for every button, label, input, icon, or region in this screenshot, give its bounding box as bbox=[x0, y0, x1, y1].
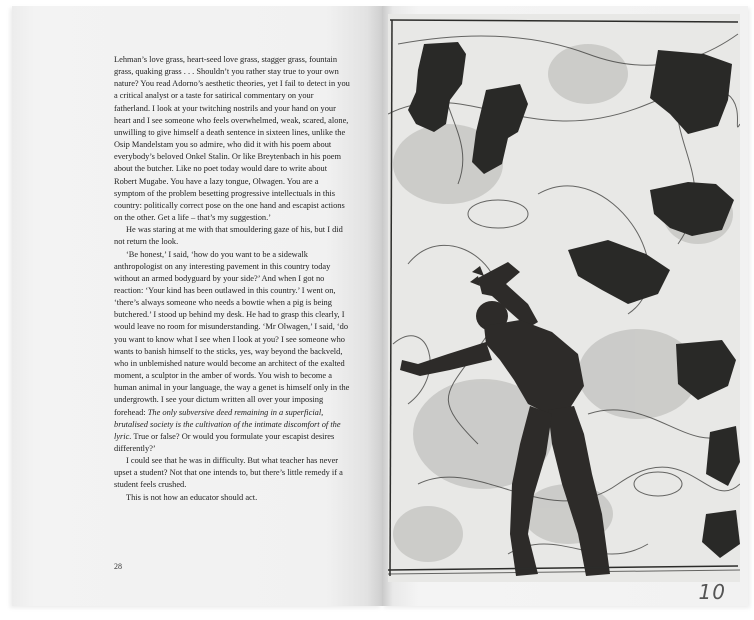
paragraph-3-tail: True or false? Or would you formulate your escapist desires differently?’ bbox=[114, 431, 335, 453]
left-page bbox=[12, 6, 382, 606]
paragraph-4: I could see that he was in difficulty. But what teacher has never upset a student? Not that one intends to, but there’s little remedy if a student feels crushed. bbox=[114, 456, 343, 490]
italic-dictum: The only subversive deed remaining in a superficial, brutalised society is the cultivation of the intimate discomfort of the lyric. bbox=[114, 407, 341, 441]
right-page bbox=[382, 6, 748, 606]
paragraph-2: He was staring at me with that smouldering gaze of his, but I did not return the look. bbox=[114, 225, 343, 247]
charcoal-illustration bbox=[388, 14, 740, 582]
grain-overlay bbox=[388, 14, 740, 582]
handwritten-number: 10 bbox=[698, 580, 726, 604]
paragraph-1: Lehman’s love grass, heart-seed love grass, stagger grass, fountain grass, quaking grass . . . Shouldn’t you rather stay true to your own nature? You read Adorno’s aesthetic theories, yet I fail to detect in you a critical analyst or a taste for satirical commentary on your fatherland. I look at your twitching nostrils and your hand on your heart and I see someone who feels overwhelmed, weak, scared, alone, unwilling to give himself a death sentence in sixteen lines, unlike the Osip Mandelstam you so admire, who did it with his poem about everybody’s beloved Onkel Stalin. Or like Breytenbach in his poem about the butcher. Like no poet today would dare to write about Robert Mugabe. You have a lazy tongue, Olwagen. You are a symptom of the problem besetting progressive intellectuals in this country: politically correct pose on the one hand and escapist actions on the other. Get a life – that’s my suggestion.’ bbox=[114, 55, 350, 223]
paragraph-3-text: ‘Be honest,’ I said, ‘how do you want to be a sidewalk anthropologist on any interesting pavement in this country today without an armed bodyguard by your side?’ And when I got no reaction: ‘Your kind has been outlawed in this country.’ I went on, ‘there’s always someone who needs a bowtie when a pig is being butchered.’ I stood up behind my desk. He had to grasp this clearly, I would leave no room for misunderstanding. ‘Mr Olwagen,’ I said, ‘do you want to know what I see when I look at you? I see someone who wants to banish himself to the sticks, yes, way beyond the backveld, who in unblemished nature would become an architect of the exalted moment, a sculptor in the amber of words. You wish to become a human animal in your language, the way a genet is himself only in the undergrowth. I see your dictum written all over your imposing forehead: bbox=[114, 249, 350, 417]
page-number: 28 bbox=[114, 562, 122, 571]
paragraph-5: This is not how an educator should act. bbox=[126, 492, 258, 502]
paragraph-3 bbox=[114, 249, 350, 456]
body-text bbox=[114, 54, 350, 504]
open-book bbox=[8, 4, 748, 610]
